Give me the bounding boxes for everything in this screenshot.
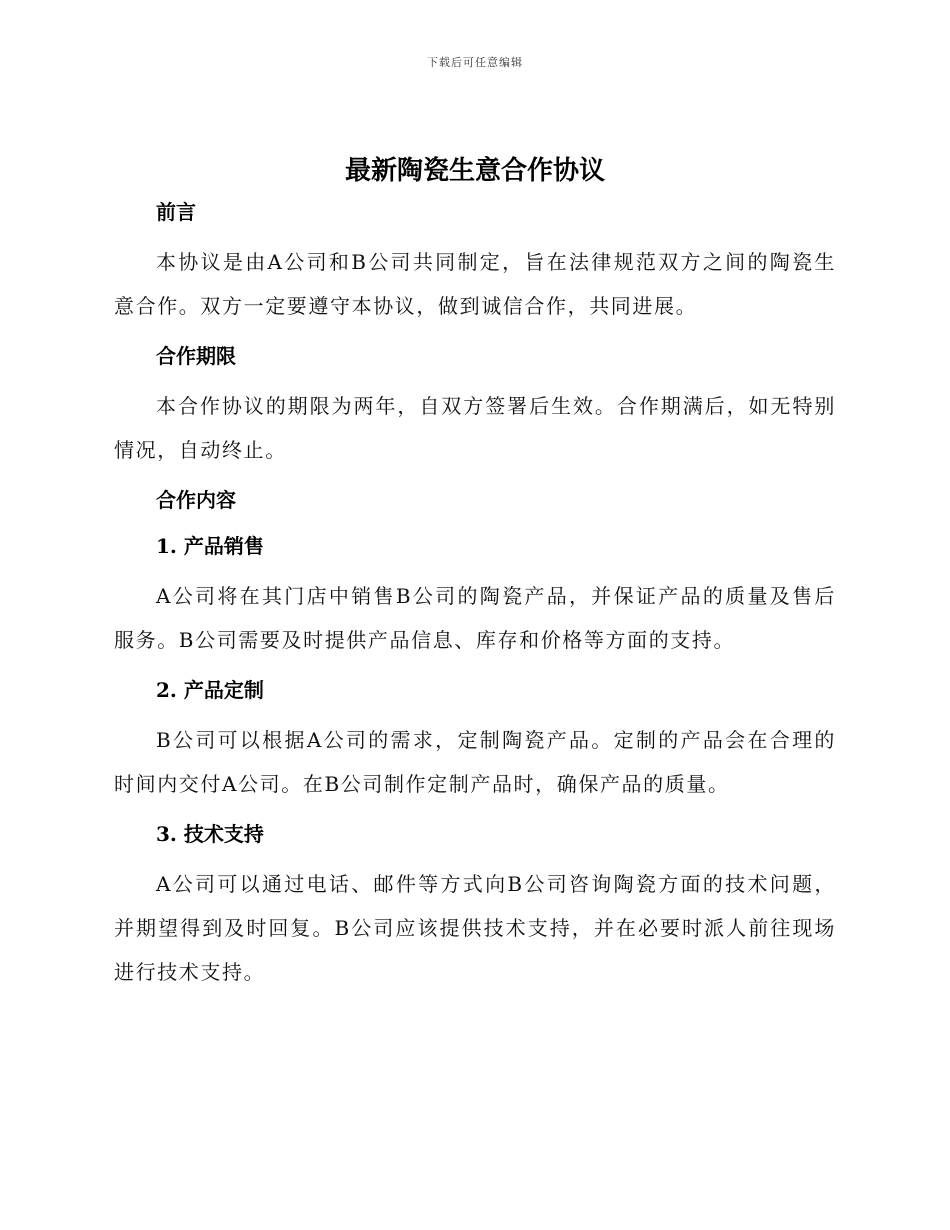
section-heading-customization: 2. 产品定制 xyxy=(156,678,264,702)
page-header-note: 下载后可任意编辑 xyxy=(427,56,523,69)
section-paragraph-product-sales: A公司将在其门店中销售B公司的陶瓷产品，并保证产品的质量及售后服务。B公司需要及时提供产品信息、库存和价格等方面的支持。 xyxy=(114,584,836,652)
section-paragraph-customization: B公司可以根据A公司的需求，定制陶瓷产品。定制的产品会在合理的时间内交付A公司。在B公司制作定制产品时，确保产品的质量。 xyxy=(114,728,836,796)
section-heading-content: 合作内容 xyxy=(156,488,236,512)
document-title: 最新陶瓷生意合作协议 xyxy=(344,156,605,186)
section-paragraph-tech-support: A公司可以通过电话、邮件等方式向B公司咨询陶瓷方面的技术问题，并期望得到及时回复。B公司应该提供技术支持，并在必要时派人前往现场进行技术支持。 xyxy=(114,872,836,984)
section-heading-term: 合作期限 xyxy=(156,344,236,368)
section-heading-product-sales: 1. 产品销售 xyxy=(156,534,264,558)
section-paragraph-preface: 本协议是由A公司和B公司共同制定，旨在法律规范双方之间的陶瓷生意合作。双方一定要遵守本协议，做到诚信合作，共同进展。 xyxy=(114,250,836,318)
document-body xyxy=(114,194,836,1004)
section-heading-tech-support: 3. 技术支持 xyxy=(156,822,264,846)
section-paragraph-term: 本合作协议的期限为两年，自双方签署后生效。合作期满后，如无特别情况，自动终止。 xyxy=(114,394,836,462)
section-heading-preface: 前言 xyxy=(156,200,196,224)
